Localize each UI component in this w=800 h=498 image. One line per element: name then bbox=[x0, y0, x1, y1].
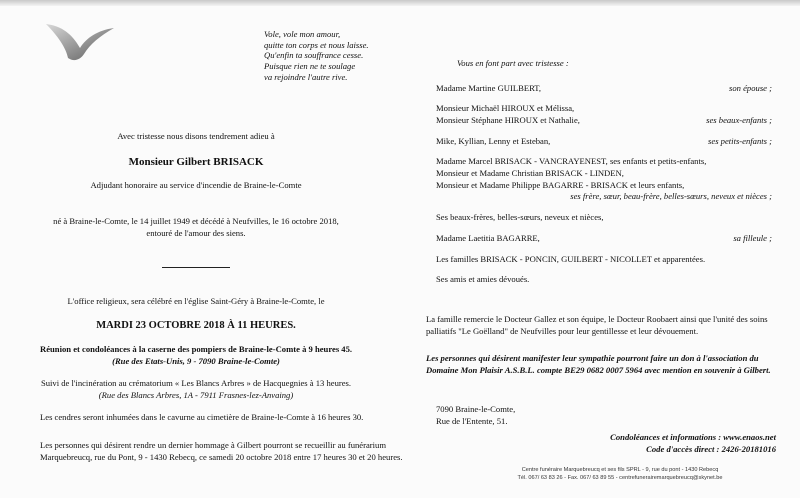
intro-text: Avec tristesse nous disons tendrement adieu à bbox=[117, 131, 275, 141]
family-member: Les familles BRISACK - PONCIN, GUILBERT - NICOLLET et apparentées. bbox=[436, 254, 706, 264]
reunion-text: Réunion et condoléances à la caserne des pompiers de Braine-le-Comte à 9 heures 45. bbox=[40, 344, 353, 354]
footer-line: Centre funéraire Marquebreucq et ses fils SPRL - 9, rue du pont - 1430 Rebecq bbox=[521, 467, 719, 473]
poem-line: Puisque rien ne te soulage bbox=[264, 61, 356, 72]
family-member: Mike, Kyllian, Lenny et Esteban, bbox=[436, 136, 551, 146]
condolences-link[interactable]: Condoléances et informations : www.enaos.net bbox=[610, 432, 776, 442]
address-line: Rue de l'Entente, 51. bbox=[436, 416, 508, 426]
address-line: 7090 Braine-le-Comte, bbox=[436, 404, 516, 414]
relation-label: son épouse ; bbox=[729, 83, 772, 93]
poem bbox=[264, 29, 369, 83]
relation-label: ses petits-enfants ; bbox=[708, 136, 772, 146]
family-member: Monsieur Stéphane HIROUX et Nathalie, bbox=[436, 115, 580, 125]
thanks-line: La famille remercie le Docteur Gallez et son équipe, le Docteur Roobaert ainsi que l'unité des soins bbox=[426, 314, 768, 324]
hommage-line: Les personnes qui désirent rendre un dernier hommage à Gilbert pourront se recueillir au funérarium bbox=[40, 440, 387, 450]
ceremony-date: MARDI 23 OCTOBRE 2018 À 11 HEURES. bbox=[96, 320, 296, 331]
access-code: Code d'accès direct : 2426-20181016 bbox=[646, 444, 776, 454]
birth-death: né à Braine-le-Comte, le 14 juillet 1949 et décédé à Neufvilles, le 16 octobre 2018, bbox=[53, 216, 339, 226]
dove-icon bbox=[40, 18, 120, 66]
family-member: Monsieur et Madame Philippe BAGARRE - BRISACK et leurs enfants, bbox=[436, 180, 685, 190]
poem-line: Qu'enfin ta souffrance cesse. bbox=[264, 50, 364, 61]
divider bbox=[162, 267, 230, 268]
family-member: Monsieur Michaël HIROUX et Mélissa, bbox=[436, 103, 575, 113]
donation-line: Domaine Mon Plaisir A.S.B.L. compte BE29 0682 0007 5964 avec mention en souvenir à Gilbert. bbox=[426, 365, 771, 375]
relation-label: sa filleule ; bbox=[733, 233, 772, 243]
hommage-line: Marquebreucq, rue du Pont, 9 - 1430 Rebecq, ce samedi 20 octobre 2018 entre 17 heures 30 et 20 heures. bbox=[40, 452, 403, 462]
family-member: Ses beaux-frères, belles-sœurs, neveux et nièces, bbox=[436, 212, 604, 222]
crematorium-text: Suivi de l'incinération au crématorium « Les Blancs Arbres » de Hacquegnies à 13 heures. bbox=[40, 378, 352, 388]
surrounded-text: entouré de l'amour des siens. bbox=[146, 228, 246, 238]
family-member: Madame Martine GUILBERT, bbox=[436, 83, 542, 93]
family-member: Madame Laetitia BAGARRE, bbox=[436, 233, 540, 243]
ashes-text: Les cendres seront inhumées dans le cavurne au cimetière de Braine-le-Comte à 16 heures 30. bbox=[40, 412, 364, 422]
family-member: Ses amis et amies dévoués. bbox=[436, 274, 530, 284]
reunion-address: (Rue des Etats-Unis, 9 - 7090 Braine-le-Comte) bbox=[112, 356, 280, 366]
thanks-line: palliatifs "Le Goëlland" de Neufvilles pour leur gentillesse et leur dévouement. bbox=[426, 326, 699, 336]
poem-line: va rejoindre l'autre rive. bbox=[264, 71, 348, 82]
relation-label: ses frère, sœur, beau-frère, belles-sœurs, neveux et nièces ; bbox=[570, 191, 772, 201]
deceased-name: Monsieur Gilbert BRISACK bbox=[128, 156, 264, 168]
relation-label: ses beaux-enfants ; bbox=[706, 115, 772, 125]
footer-line: Tél. 067/ 63 83 26 - Fax. 067/ 63 89 55 - centrefunerairemarquebreucq@skynet.be bbox=[517, 475, 723, 481]
crematorium-address: (Rue des Blancs Arbres, 1A - 7911 Frasnes-lez-Anvaing) bbox=[98, 390, 294, 400]
poem-line: quitte ton corps et nous laisse. bbox=[264, 39, 369, 50]
right-header: Vous en font part avec tristesse : bbox=[457, 58, 569, 68]
office-text: L'office religieux, sera célébré en l'église Saint-Géry à Braine-le-Comte, le bbox=[67, 296, 325, 306]
deceased-role: Adjudant honoraire au service d'incendie de Braine-le-Comte bbox=[90, 180, 302, 190]
family-member: Madame Marcel BRISACK - VANCRAYENEST, ses enfants et petits-enfants, bbox=[436, 156, 707, 166]
donation-line: Les personnes qui désirent manifester leur sympathie pourront faire un don à l'association du bbox=[426, 353, 759, 363]
family-member: Monsieur et Madame Christian BRISACK - LINDEN, bbox=[436, 168, 624, 178]
poem-line: Vole, vole mon amour, bbox=[264, 29, 341, 39]
